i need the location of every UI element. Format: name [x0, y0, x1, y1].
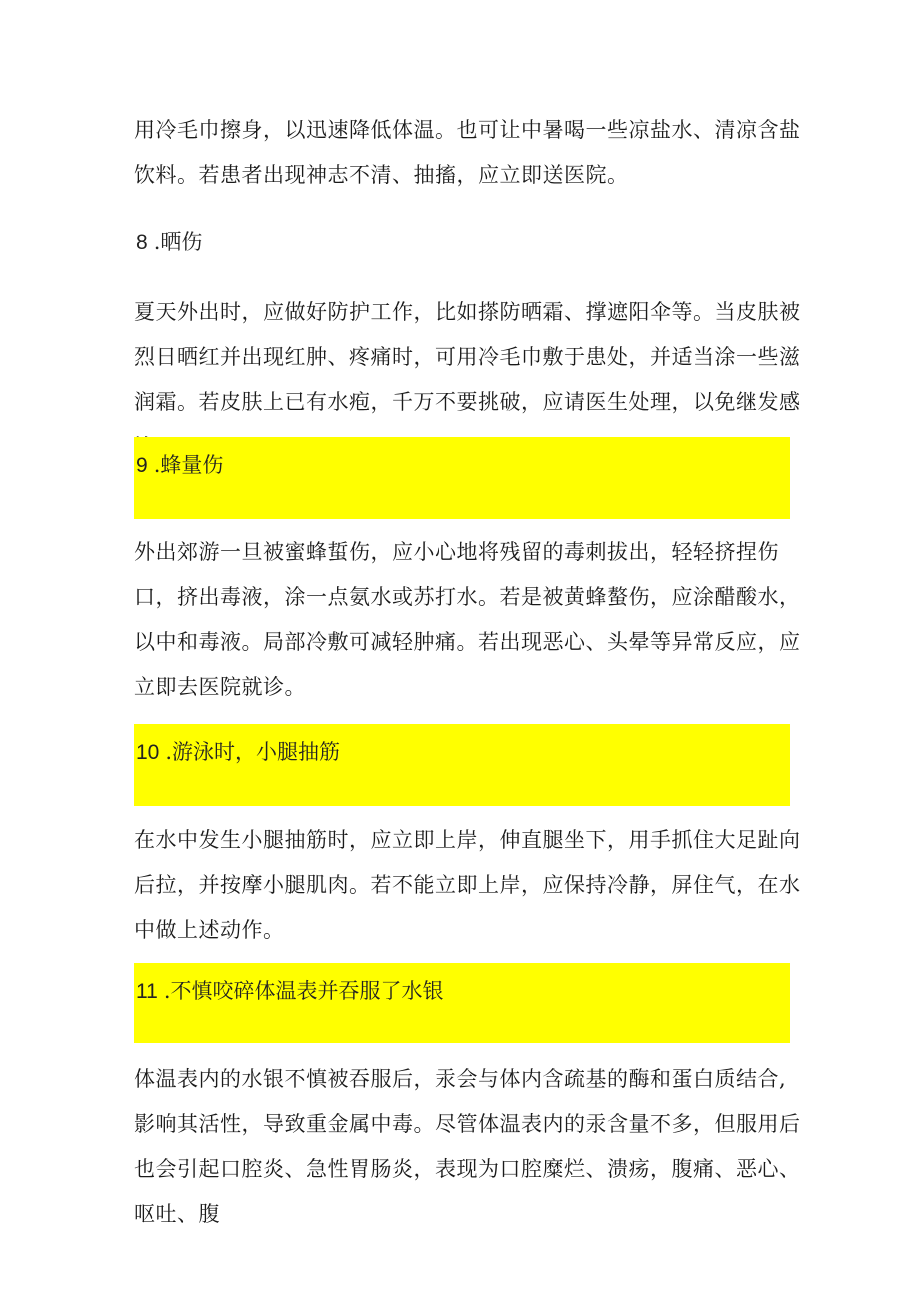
heading-bee-sting [134, 437, 790, 519]
paragraph-sunburn: 夏天外出时，应做好防护工作，比如搽防晒霜、撑遮阳伞等。当皮肤被烈日晒红并出现红肿、疼痛时，可用冷毛巾敷于患处，并适当涂一些滋润霜。若皮肤上已有水疱，千万不要挑破，应请医生处理，以免继发感 [134, 300, 801, 414]
paragraph-heatstroke-end: 用冷毛巾擦身，以迅速降低体温。也可让中暑喝一些凉盐水、清凉含盐饮料。若患者出现神志不清、抽搐，应立即送医院。 [134, 118, 801, 187]
paragraph-leg-cramp: 在水中发生小腿抽筋时，应立即上岸，伸直腿坐下，用手抓住大足趾向后拉，并按摩小腿肌肉。若不能立即上岸，应保持冷静，屏住气，在水中做上述动作。 [134, 828, 801, 942]
heading-title: .蜂量伤 [153, 453, 224, 477]
heading-sunburn [134, 214, 790, 264]
heading-title: .游泳时，小腿抽筋 [165, 740, 341, 764]
paragraph-bee-sting: 外出郊游一旦被蜜蜂蜇伤，应小心地将残留的毒刺拔出，轻轻挤捏伤口，挤出毒液，涂一点氨水或苏打水。若是被黄蜂螯伤，应涂醋酸水，以中和毒液。局部冷敷可减轻肿痛。若出现恶心、头晕等异常反应，应立即去医院就诊。 [134, 540, 801, 699]
heading-number: 11 [136, 980, 158, 1003]
heading-number: 8 [136, 231, 148, 254]
heading-leg-cramp [134, 724, 790, 806]
heading-mercury [134, 963, 790, 1043]
paragraph-mercury: 体温表内的水银不慎被吞服后，汞会与体内含疏基的酶和蛋白质结合,影响其活性，导致重金属中毒。尽管体温表内的汞含量不多，但服用后也会引起口腔炎、急性胃肠炎，表现为口腔糜烂、溃疡，腹痛、恶心、呕吐、腹 [134, 1067, 801, 1226]
heading-number: 9 [136, 454, 148, 477]
heading-title: .不慎咬碎体温表并吞服了水银 [163, 979, 444, 1003]
heading-title: .晒伤 [153, 230, 203, 254]
heading-number: 10 [136, 741, 160, 764]
